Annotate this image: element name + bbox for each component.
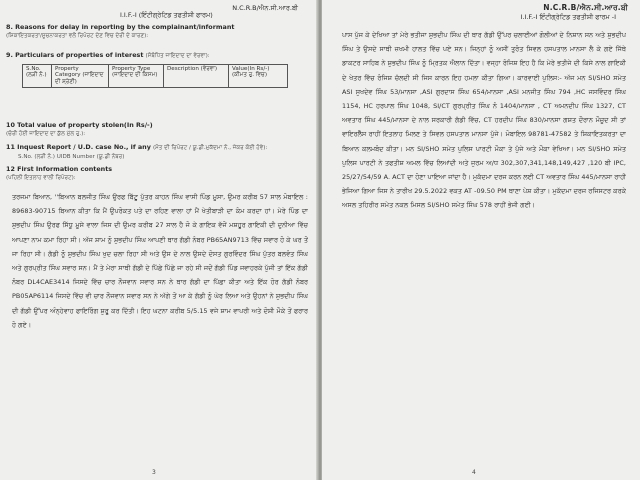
th-sno: S.No. (ਲੜੀ ਨੰ.) — [23, 65, 52, 88]
section-11-title: 11 Inquest Report / U.D. case No., if any — [6, 143, 151, 151]
left-page — [0, 0, 318, 480]
property-table — [22, 64, 288, 88]
right-page — [322, 0, 640, 480]
section-9 — [6, 52, 210, 61]
th-value: Value(In Rs/-) (ਕੀਮਤ ਰੁ. ਵਿਚ) — [229, 65, 288, 88]
left-form-title: I.I.F.-I (ਇੰਟੀਗ੍ਰੇਟਿਡ ਤਫਤੀਸ਼ੀ ਫਾਰਮ) — [120, 11, 213, 19]
section-11-row: S.No. (ਲੜੀ ਨੰ.) UIDB Number (ਯੂ.ਡੀ ਨੰਬਰ) — [18, 153, 125, 160]
left-page-number: 3 — [152, 469, 156, 476]
section-12-sub: (ਪਹਿਲੀ ਇਤਲਾਹ ਵਾਲੀ ਰਿਪੋਰਟ): — [6, 174, 76, 181]
section-8-sub: (ਸ਼ਿਕਾਇਤਕਰਤਾ/ਸੂਚਨਾਕਰਤਾ ਵਲੋਂ ਰਿਪੋਰਟ ਦੇਣ ਵਿਚ ਦੇਰੀ ਦੇ ਕਾਰਣ): — [6, 32, 149, 39]
right-header-title: N.C.R.B/ਐਨ.ਸੀ.ਆਰ.ਬੀ — [543, 3, 628, 12]
th-type: Property Type (ਜਾਇਦਾਦ ਦੀ ਕਿਸਮ) — [109, 65, 164, 88]
th-category: Property Category (ਜਾਇਦਾਦ ਦੀ ਸ਼੍ਰੇਣੀ) — [52, 65, 109, 88]
section-10-title: 10 Total value of property stolen(In Rs/-) — [6, 121, 153, 129]
section-8 — [6, 24, 234, 40]
right-header-subtitle: I.I.F.-I ਇੰਟੀਗ੍ਰੇਟਿਡ ਤਫਤੀਸ਼ੀ ਫਾਰਮ -I — [520, 13, 616, 21]
section-12-title: 12 First Information contents — [6, 165, 113, 173]
left-top-header: N.C.R.B/ਐਨ.ਸੀ.ਆਰ.ਬੀ — [232, 4, 298, 12]
section-10 — [6, 122, 153, 138]
continued-statement-text: ਪਾਸ ਪੁੱਜ ਕੇ ਦੇਖਿਆ ਤਾਂ ਮੇਰੇ ਭਤੀਜਾ ਸ਼ੁਭਦੀਪ ਸਿੰਘ ਦੀ ਥਾਰ ਗੱਡੀ ਉੱਪਰ ਚਲਾਈਆਂ ਗੋਲੀਆਂ ਦੇ ਨਿਸ਼ਾਨ ਸਨ ਅਤੇ ਸ਼ੁਭਦੀਪ ਸਿੰਘ ਤੇ ਉਸਦੇ ਸਾਥੀ ਜ਼ਖਮੀ ਹਾਲਤ ਵਿੱਚ ਪਏ ਸਨ। ਜਿਨ੍ਹਾਂ ਨੂੰ ਅਸੀਂ ਤੁਰੰਤ ਸਿਵਲ ਹਸਪਤਾਲ ਮਾਨਸਾ ਲੈ ਕੇ ਗਏ ਜਿੱਥੇ ਡਾਕਟਰ ਸਾਹਿਬ ਨੇ ਸ਼ੁਭਦੀਪ ਸਿੰਘ ਨੂੰ ਮ੍ਰਿਤਕ ਐਲਾਨ ਦਿੱਤਾ। ਵਜ੍ਹਾ ਰੰਜਿਸ਼ ਇਹ ਹੈ ਕਿ ਮੇਰੇ ਭਤੀਜੇ ਦੀ ਕਿਸੇ ਨਾਲ ਗਾਇਕੀ ਦੇ ਖੇਤਰ ਵਿੱਚ ਰੰਜਿਸ਼ ਚੱਲਦੀ ਸੀ ਜਿਸ ਕਾਰਨ ਇਹ ਹਮਲਾ ਕੀਤਾ ਗਿਆ। ਕਾਰਵਾਈ ਪੁਲਿਸ:- ਅੱਜ ਮਨ SI/SHO ਸਮੇਤ ASI ਸੁਖਦੇਵ ਸਿੰਘ 53/ਮਾਨਸਾ ,ASI ਗੁਰਦਾਸ ਸਿੰਘ 654/ਮਾਨਸਾ ,ASI ਮਨਜੀਤ ਸਿੰਘ 794 ,HC ਜਸਵਿੰਦਰ ਸਿੰਘ 1154, HC ਹਰਪਾਲ ਸਿੰਘ 1048, SI/CT ਗੁਰਪ੍ਰੀਤ ਸਿੰਘ ਨੰ 1404/ਮਾਨਸਾ , CT ਅਮਨਦੀਪ ਸਿੰਘ 1327, CT ਅਵਤਾਰ ਸਿੰਘ 445/ਮਾਨਸਾ ਦੇ ਨਾਲ ਸਰਕਾਰੀ ਗੱਡੀ ਵਿੱਚ, CT ਹਰਦੀਪ ਸਿੰਘ 830/ਮਾਨਸਾ ਗਸ਼ਤ ਦੌਰਾਨ ਮੌਜੂਦ ਸੀ ਤਾਂ ਵਾਇਰਲੈੱਸ ਰਾਹੀਂ ਇਤਲਾਹ ਮਿਲਣ ਤੇ ਸਿਵਲ ਹਸਪਤਾਲ ਮਾਨਸਾ ਪੁੱਜੇ। ਮੋਬਾਇਲ 98781-47582 ਤੇ ਸ਼ਿਕਾਇਤਕਰਤਾ ਦਾ ਬਿਆਨ ਕਲਮਬੰਦ ਕੀਤਾ। ਮਨ SI/SHO ਸਮੇਤ ਪੁਲਿਸ ਪਾਰਟੀ ਮੌਕਾ ਤੇ ਪੁੱਜੇ ਅਤੇ ਮੌਕਾ ਵੇਖਿਆ। ਮਨ SI/SHO ਸਮੇਤ ਪੁਲਿਸ ਪਾਰਟੀ ਨੇ ਤਫਤੀਸ਼ ਅਮਲ ਵਿੱਚ ਲਿਆਂਦੀ ਅਤੇ ਜੁਰਮ ਅ/ਧ 302,307,341,148,149,427 ,120 ਬੀ IPC, 25/27/54/59 A. ACT ਦਾ ਹੋਣਾ ਪਾਇਆ ਜਾਂਦਾ ਹੈ। ਮੁਕੱਦਮਾ ਦਰਜ ਕਰਨ ਲਈ CT ਅਵਤਾਰ ਸਿੰਘ 445/ਮਾਨਸਾ ਰਾਹੀਂ ਭੇਜਿਆ ਗਿਆ ਜਿਸ ਨੇ ਤਾਰੀਖ 29.5.2022 ਵਕਤ AT -09.50 PM ਥਾਣਾ ਪੇਸ਼ ਕੀਤਾ। ਮੁਕੱਦਮਾ ਦਰਜ ਰਜਿਸਟਰ ਕਰਕੇ ਅਸਲ ਤਹਿਰੀਰ ਸਮੇਤ ਨਕਲ ਮਿਸਲ SI/SHO ਸਮੇਤ ਸਿੰਘ 578 ਰਾਹੀਂ ਭੇਜੀ ਗਈ। — [342, 31, 626, 210]
section-8-title: 8. Reasons for delay in reporting by the complainant/informant — [6, 23, 235, 31]
section-9-title: 9. Particulars of properties of interest — [6, 51, 144, 59]
section-11-sub: (ਮੌਤ ਦੀ ਰਿਪੋਰਟ / ਯੂ.ਡੀ.ਮੁਕੱਦਮਾ ਨੰ., ਜੇਕਰ ਕੋਈ ਹੋਵੇ): — [152, 145, 268, 151]
section-11 — [6, 144, 267, 161]
section-12 — [6, 166, 112, 182]
right-page-number: 4 — [472, 469, 476, 476]
th-description: Description (ਵੇਰਵਾ) — [164, 65, 229, 88]
section-9-sub: (ਸੰਬੰਧਿਤ ਜਾਇਦਾਦ ਦਾ ਵੇਰਵਾ): — [145, 53, 210, 59]
first-information-text: ਤਰਜਮਾ ਬਿਆਨ, ''ਬਿਆਨ ਬਲਜੀਤ ਸਿੰਘ ਉਰਫ ਬਿੱਟੂ ਪੁੱਤਰ ਕਾਹਨ ਸਿੰਘ ਵਾਸੀ ਪਿੰਡ ਮੂਸਾ, ਉਮਰ ਕਰੀਬ 57 ਸਾਲ ਮੋਬਾਇਲ : 89683-90715 ਬਿਆਨ ਕੀਤਾ ਕਿ ਮੈਂ ਉਪਰੋਕਤ ਪਤੇ ਦਾ ਰਹਿਣ ਵਾਲਾ ਹਾਂ ਮੈਂ ਖੇਤੀਬਾੜੀ ਦਾ ਕੰਮ ਕਰਦਾ ਹਾਂ। ਮੇਰੇ ਪਿੰਡ ਦਾ ਸ਼ੁਭਦੀਪ ਸਿੰਘ ਉਰਫ ਸਿੱਧੂ ਮੂਸੇ ਵਾਲਾ ਜਿਸ ਦੀ ਉਮਰ ਕਰੀਬ 27 ਸਾਲ ਹੈ ਜੋ ਕੇ ਗਾਇਕ ਵੱਜੋਂ ਮਸ਼ਹੂਰ ਗਾਇਕੀ ਦੀ ਦੁਨੀਆ ਵਿੱਚ ਆਪਣਾ ਨਾਮ ਕਮਾ ਰਿਹਾ ਸੀ। ਅੱਜ ਸ਼ਾਮ ਨੂੰ ਸ਼ੁਭਦੀਪ ਸਿੰਘ ਆਪਣੀ ਥਾਰ ਗੱਡੀ ਨੰਬਰ PB65AN9713 ਵਿੱਚ ਸਵਾਰ ਹੋ ਕੇ ਘਰ ਤੋਂ ਜਾ ਰਿਹਾ ਸੀ। ਗੱਡੀ ਨੂੰ ਸ਼ੁਭਦੀਪ ਸਿੰਘ ਖੁਦ ਚਲਾ ਰਿਹਾ ਸੀ ਅਤੇ ਉਸ ਦੇ ਨਾਲ ਉਸਦੇ ਦੋਸਤ ਗੁਰਵਿੰਦਰ ਸਿੰਘ ਪੁੱਤਰ ਬਲਵੰਤ ਸਿੰਘ ਅਤੇ ਗੁਰਪ੍ਰੀਤ ਸਿੰਘ ਸਵਾਰ ਸਨ। ਮੈਂ ਤੇ ਮੇਰਾ ਸਾਥੀ ਗੱਡੀ ਦੇ ਪਿੱਛੇ ਪਿੱਛੇ ਜਾ ਰਹੇ ਸੀ ਜਦੋਂ ਗੱਡੀ ਪਿੰਡ ਜਵਾਹਰਕੇ ਪੁੱਜੀ ਤਾਂ ਇੱਕ ਗੱਡੀ ਨੰਬਰ DL4CAE3414 ਜਿਸਦੇ ਵਿੱਚ ਚਾਰ ਨੌਜਵਾਨ ਸਵਾਰ ਸਨ ਨੇ ਥਾਰ ਗੱਡੀ ਦਾ ਪਿੱਛਾ ਕੀਤਾ ਅਤੇ ਇੱਕ ਹੋਰ ਗੱਡੀ ਨੰਬਰ PB05AP6114 ਜਿਸਦੇ ਵਿੱਚ ਵੀ ਚਾਰ ਨੌਜਵਾਨ ਸਵਾਰ ਸਨ ਨੇ ਅੱਗੇ ਤੋਂ ਆ ਕੇ ਗੱਡੀ ਨੂੰ ਘੇਰ ਲਿਆ ਅਤੇ ਉਹਨਾਂ ਨੇ ਸ਼ੁਭਦੀਪ ਸਿੰਘ ਦੀ ਗੱਡੀ ਉੱਪਰ ਅੰਨ੍ਹੇਵਾਹ ਫਾਇਰਿੰਗ ਸ਼ੁਰੂ ਕਰ ਦਿੱਤੀ। ਇਹ ਘਟਨਾ ਕਰੀਬ 5/5.15 ਵਜੇ ਸ਼ਾਮ ਵਾਪਰੀ ਅਤੇ ਦੋਸ਼ੀ ਮੌਕੇ ਤੋਂ ਫਰਾਰ ਹੋ ਗਏ। — [12, 193, 308, 329]
section-10-sub: (ਚੋਰੀ ਹੋਈ ਜਾਇਦਾਦ ਦਾ ਕੁੱਲ ਮੁੱਲ ਰੁ.): — [6, 130, 86, 137]
